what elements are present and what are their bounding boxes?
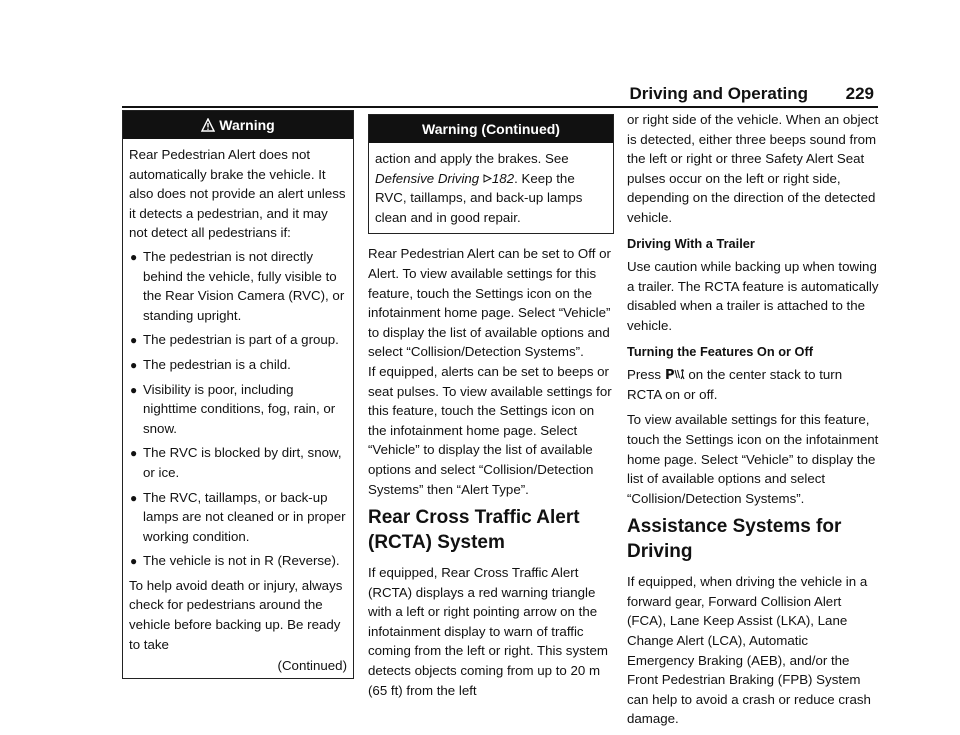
page-reference-icon (483, 174, 492, 183)
warning-text-part: . Keep the RVC, taillamps, and back-up lamps clean and in good repair. (375, 170, 583, 225)
paragraph: Use caution while backing up when towing a trailer. The RCTA feature is automatically disabled when a trailer is attached to the vehicle. (627, 259, 879, 333)
section-header-title: Driving and Operating (629, 84, 808, 103)
continued-label: (Continued) (277, 658, 347, 674)
bullet-icon: ● (130, 357, 138, 372)
bullet-icon: ● (130, 333, 138, 348)
page-number: 229 (845, 84, 874, 103)
page-reference[interactable]: 182 (491, 170, 515, 186)
bullet-icon: ● (130, 446, 138, 461)
bullet-text: The vehicle is not in R (Reverse). (143, 553, 340, 569)
section-title-rcta: Rear Cross Traffic Alert (RCTA) System (368, 507, 580, 554)
bullet-item (129, 247, 347, 325)
warning-title: Warning (219, 117, 275, 133)
bullet-item (129, 488, 347, 547)
warning-box (122, 110, 354, 679)
warning-continued-body (369, 143, 613, 233)
text-part: Press (627, 367, 665, 383)
warning-continued-box (368, 114, 614, 234)
column-middle (368, 110, 614, 706)
park-assist-button-icon (665, 366, 685, 382)
warning-header (123, 111, 353, 139)
bullet-text: The RVC, taillamps, or back-up lamps are not cleaned or in proper working condition. (143, 489, 346, 544)
warning-text-part: action and apply the brakes. See (375, 151, 569, 166)
bullet-icon: ● (130, 249, 138, 264)
warning-bullet-list (129, 247, 347, 571)
bullet-text: The pedestrian is part of a group. (143, 332, 339, 348)
bullet-item (129, 380, 347, 439)
bullet-icon: ● (130, 554, 138, 569)
paragraph: To view available settings for this feature, touch the Settings icon on the infotainment home page. Select “Vehicle” to display the list of available options and select “Collision/Detection Systems”. (627, 412, 879, 506)
bullet-item (129, 551, 347, 571)
subheading-trailer: Driving With a Trailer (627, 235, 755, 251)
warning-body (123, 139, 353, 678)
bullet-icon: ● (130, 490, 138, 505)
paragraph: or right side of the vehicle. When an object is detected, either three beeps sound from the left or right or three Safety Alert Seat pulses occur on the left or right side, depending on the direction of the detected vehicle. (627, 112, 879, 225)
subheading-features: Turning the Features On or Off (627, 343, 814, 359)
warning-triangle-icon (201, 118, 215, 132)
warning-intro: Rear Pedestrian Alert does not automatically brake the vehicle. It also does not provide an alert unless it detects a pedestrian, and it may not detect all pedestrians if: (129, 147, 346, 241)
paragraph: If equipped, when driving the vehicle in a forward gear, Forward Collision Alert (FCA), Lane Keep Assist (LKA), Lane Change Alert (LCA), Automatic Emergency Braking (AEB), and/or the Front Pedestrian Braking (FPB) System can help to avoid a crash or reduce crash damage. (627, 574, 871, 727)
defensive-driving-link[interactable]: Defensive Driving (375, 170, 480, 186)
svg-text:P: P (664, 368, 675, 383)
warning-continued-text (375, 149, 607, 227)
bullet-icon: ● (130, 382, 138, 397)
bullet-item (129, 330, 347, 350)
warning-continued-header: Warning (Continued) (369, 115, 613, 143)
bullet-item (129, 443, 347, 482)
section-title-assistance: Assistance Systems for Driving (627, 516, 842, 563)
column-left (122, 110, 354, 679)
bullet-text: The pedestrian is a child. (143, 356, 291, 372)
bullet-text: The pedestrian is not directly behind the vehicle, fully visible to the Rear Vision Camera (RVC), or standing upright. (143, 248, 345, 323)
warning-closing: To help avoid death or injury, always check for pedestrians around the vehicle before backing up. Be ready to take (129, 577, 343, 652)
bullet-item (129, 355, 347, 375)
paragraph: Rear Pedestrian Alert can be set to Off or Alert. To view available settings for this feature, touch the Settings icon on the infotainment home page. Select “Vehicle” to display the list of available options and select “Collision/Detection Systems”. (368, 246, 611, 360)
paragraph (627, 365, 879, 404)
text-part: on the center stack to turn RCTA on or off. (627, 367, 843, 402)
page-header (122, 84, 878, 108)
paragraph: If equipped, Rear Cross Traffic Alert (RCTA) displays a red warning triangle with a left or right pointing arrow on the infotainment display to warn of traffic coming from the left or right. This system detects objects coming from up to 20 m (65 ft) from the left (368, 565, 608, 698)
column-right (627, 110, 879, 735)
bullet-text: Visibility is poor, including nighttime conditions, fog, rain, or snow. (143, 381, 336, 436)
paragraph: If equipped, alerts can be set to beeps or seat pulses. To view available settings for this feature, touch the Settings icon on the infotainment home page. Select “Vehicle” to display the list of available options and select “Collision/Detection Systems” then “Alert Type”. (368, 363, 612, 497)
bullet-text: The RVC is blocked by dirt, snow, or ice. (143, 445, 342, 480)
